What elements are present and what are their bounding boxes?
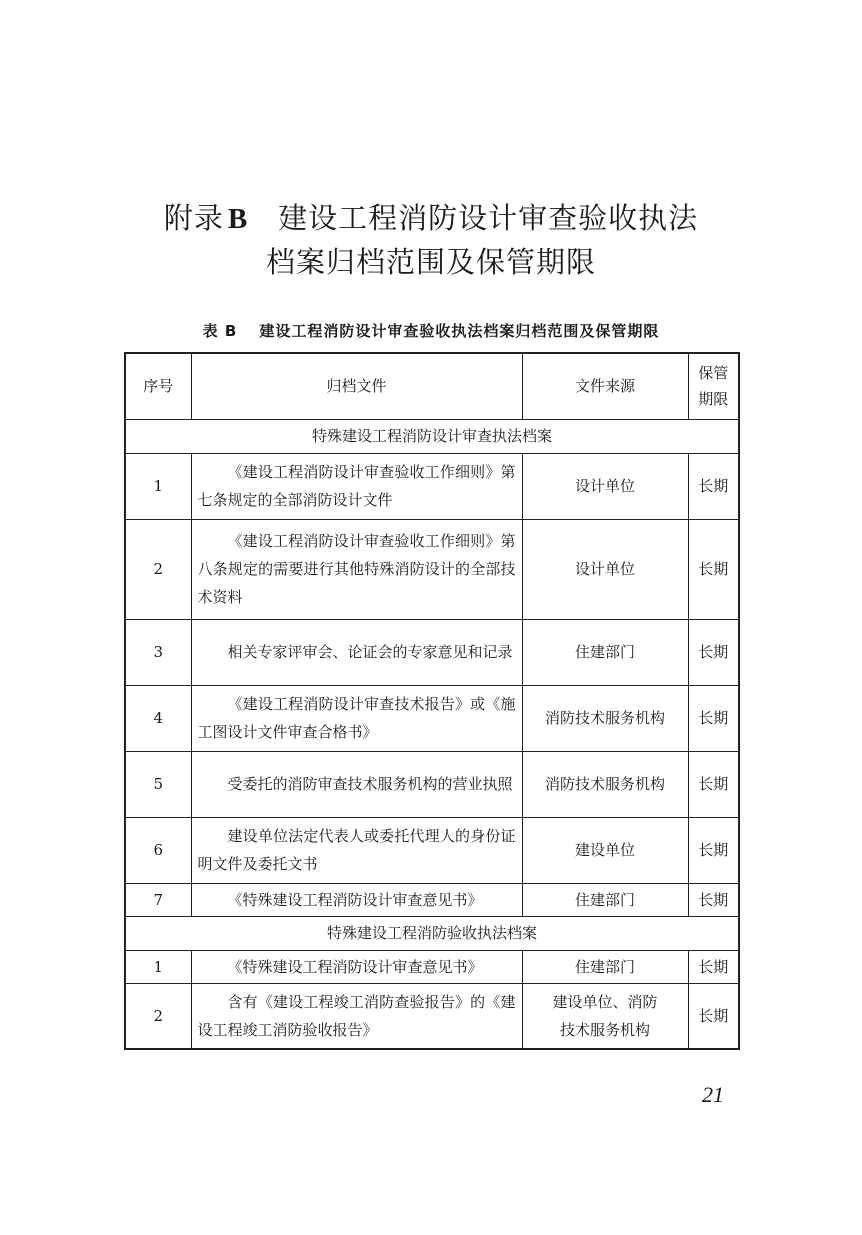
row-doc: 《特殊建设工程消防设计审查意见书》 [191, 950, 522, 983]
row-period: 长期 [688, 751, 739, 817]
row-no: 4 [125, 685, 191, 751]
section-row [125, 916, 739, 950]
row-source-line1: 建设单位、消防 [552, 992, 658, 1011]
row-period: 长期 [688, 983, 739, 1049]
row-doc: 受委托的消防审查技术服务机构的营业执照 [191, 751, 522, 817]
row-period: 长期 [688, 817, 739, 883]
appendix-letter: B [227, 203, 249, 235]
row-source: 设计单位 [522, 519, 688, 619]
archive-table [124, 352, 740, 1050]
row-doc: 含有《建设工程竣工消防查验报告》的《建设工程竣工消防验收报告》 [191, 983, 522, 1049]
row-source: 消防技术服务机构 [522, 751, 688, 817]
row-doc: 建设单位法定代表人或委托代理人的身份证明文件及委托文书 [191, 817, 522, 883]
row-source: 建设单位 [522, 817, 688, 883]
table-row [125, 751, 739, 817]
row-no: 2 [125, 983, 191, 1049]
row-source: 消防技术服务机构 [522, 685, 688, 751]
row-period: 长期 [688, 883, 739, 916]
header-doc: 归档文件 [191, 353, 522, 419]
row-source: 设计单位 [522, 453, 688, 519]
header-period [688, 353, 739, 419]
section-title: 特殊建设工程消防验收执法档案 [125, 916, 739, 950]
row-source: 住建部门 [522, 883, 688, 916]
table-row [125, 817, 739, 883]
row-period: 长期 [688, 950, 739, 983]
row-source: 住建部门 [522, 619, 688, 685]
row-no: 2 [125, 519, 191, 619]
table-row [125, 619, 739, 685]
table-row [125, 883, 739, 916]
row-period: 长期 [688, 685, 739, 751]
row-source [522, 983, 688, 1049]
section-title: 特殊建设工程消防设计审查执法档案 [125, 419, 739, 453]
table-row [125, 950, 739, 983]
row-period: 长期 [688, 519, 739, 619]
row-source: 住建部门 [522, 950, 688, 983]
section-row [125, 419, 739, 453]
page-title-line-2: 档案归档范围及保管期限 [265, 245, 596, 279]
row-no: 3 [125, 619, 191, 685]
row-no: 6 [125, 817, 191, 883]
row-no: 7 [125, 883, 191, 916]
row-no: 1 [125, 453, 191, 519]
header-no: 序号 [125, 353, 191, 419]
header-period-line2: 期限 [698, 390, 729, 409]
page-title [0, 196, 862, 237]
row-doc: 《建设工程消防设计审查验收工作细则》第八条规定的需要进行其他特殊消防设计的全部技术资料 [191, 519, 522, 619]
table-row [125, 453, 739, 519]
row-doc: 《建设工程消防设计审查验收工作细则》第七条规定的全部消防设计文件 [191, 453, 522, 519]
row-doc: 相关专家评审会、论证会的专家意见和记录 [191, 619, 522, 685]
row-period: 长期 [688, 619, 739, 685]
table-header-row [125, 353, 739, 419]
row-doc: 《特殊建设工程消防设计审查意见书》 [191, 883, 522, 916]
row-source-line2: 技术服务机构 [559, 1020, 650, 1039]
table-row [125, 519, 739, 619]
row-no: 5 [125, 751, 191, 817]
table-caption-text: 建设工程消防设计审查验收执法档案归档范围及保管期限 [259, 322, 660, 340]
table-caption-label: 表 B [202, 322, 238, 340]
table-caption [0, 320, 862, 341]
header-source: 文件来源 [522, 353, 688, 419]
header-period-line1: 保管 [698, 364, 729, 383]
title-line-1: 建设工程消防设计审查验收执法 [278, 201, 699, 235]
row-doc: 《建设工程消防设计审查技术报告》或《施工图设计文件审查合格书》 [191, 685, 522, 751]
page-number: 21 [702, 1082, 724, 1107]
appendix-prefix: 附录 [163, 201, 224, 235]
row-no: 1 [125, 950, 191, 983]
table-row [125, 983, 739, 1049]
row-period: 长期 [688, 453, 739, 519]
table-row [125, 685, 739, 751]
